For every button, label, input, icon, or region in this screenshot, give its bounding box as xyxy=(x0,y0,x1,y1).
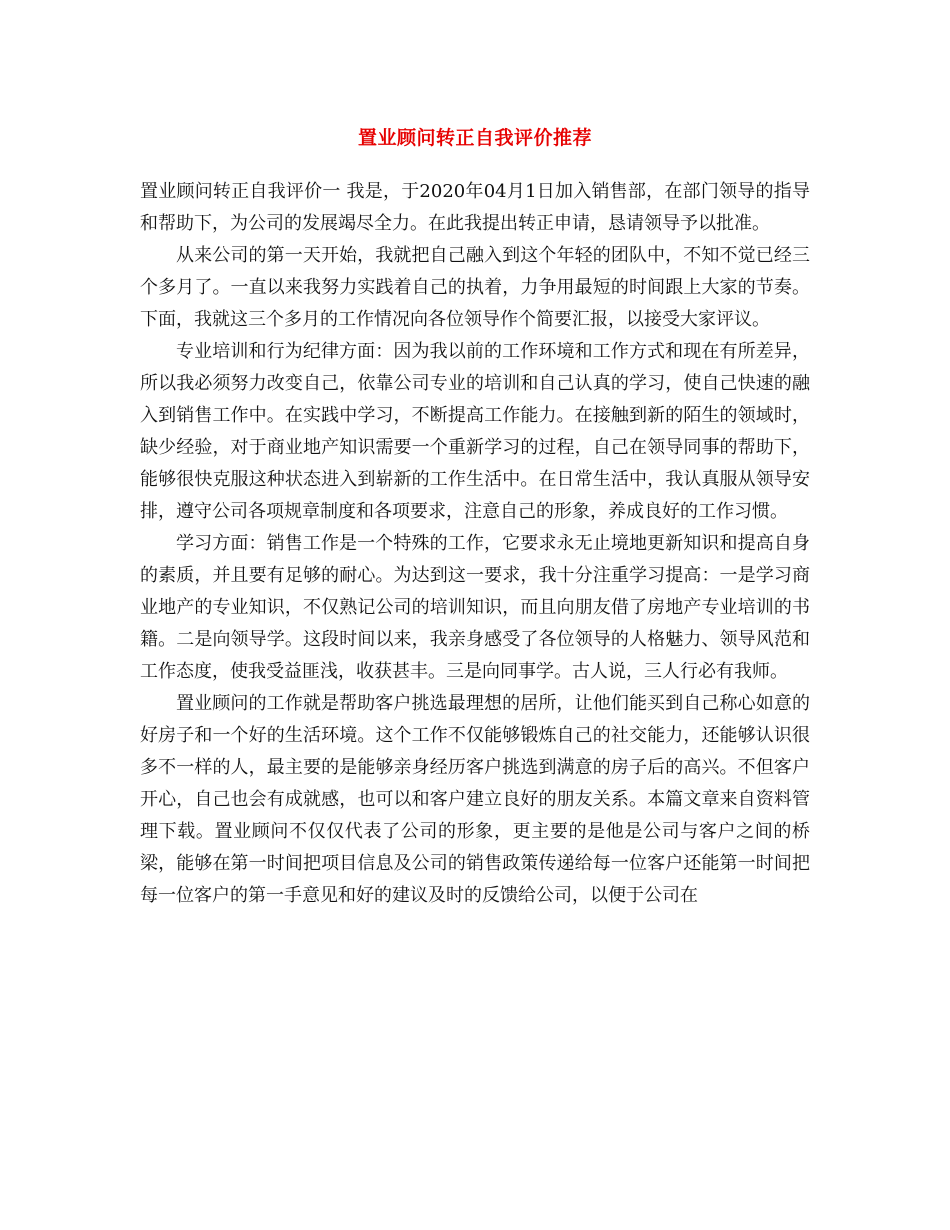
paragraph-training-discipline: 专业培训和行为纪律方面：因为我以前的工作环境和工作方式和现在有所差异，所以我必须努力改变自己，依靠公司专业的培训和自己认真的学习，使自己快速的融入到销售工作中。在实践中学习，不断提高工作能力。在接触到新的陌生的领域时，缺少经验，对于商业地产知识需要一个重新学习的过程，自己在领导同事的帮助下，能够很快克服这种状态进入到崭新的工作生活中。在日常生活中，我认真服从领导安排，遵守公司各项规章制度和各项要求，注意自己的形象，养成良好的工作习惯。 xyxy=(140,341,810,522)
paragraph-learning: 学习方面：销售工作是一个特殊的工作，它要求永无止境地更新知识和提高自身的素质，并且要有足够的耐心。为达到这一要求，我十分注重学习提高：一是学习商业地产的专业知识，不仅熟记公司的培训知识，而且向朋友借了房地产专业培训的书籍。二是向领导学。这段时间以来，我亲身感受了各位领导的人格魅力、领导风范和工作态度，使我受益匪浅，收获甚丰。三是向同事学。古人说，三人行必有我师。 xyxy=(140,533,810,682)
paragraph-intro: 置业顾问转正自我评价一 我是，于2020年04月1日加入销售部，在部门领导的指导和帮助下，为公司的发展竭尽全力。在此我提出转正申请，恳请领导予以批准。 xyxy=(140,181,810,234)
document-title: 置业顾问转正自我评价推荐 xyxy=(357,127,592,149)
paragraph-overview: 从来公司的第一天开始，我就把自己融入到这个年轻的团队中，不知不觉已经三个多月了。一直以来我努力实践着自己的执着，力争用最短的时间跟上大家的节奏。下面，我就这三个多月的工作情况向各位领导作个简要汇报，以接受大家评议。 xyxy=(140,245,810,330)
document-page xyxy=(140,118,810,912)
paragraph-role-description: 置业顾问的工作就是帮助客户挑选最理想的居所，让他们能买到自己称心如意的好房子和一个好的生活环境。这个工作不仅能够锻炼自己的社交能力，还能够认识很多不一样的人，最主要的是能够亲身经历客户挑选到满意的房子后的高兴。不但客户开心，自己也会有成就感，也可以和客户建立良好的朋友关系。本篇文章来自资料管理下载。置业顾问不仅仅代表了公司的形象，更主要的是他是公司与客户之间的桥梁，能够在第一时间把项目信息及公司的销售政策传递给每一位客户还能第一时间把每一位客户的第一手意见和好的建议及时的反馈给公司，以便于公司在 xyxy=(140,693,810,906)
